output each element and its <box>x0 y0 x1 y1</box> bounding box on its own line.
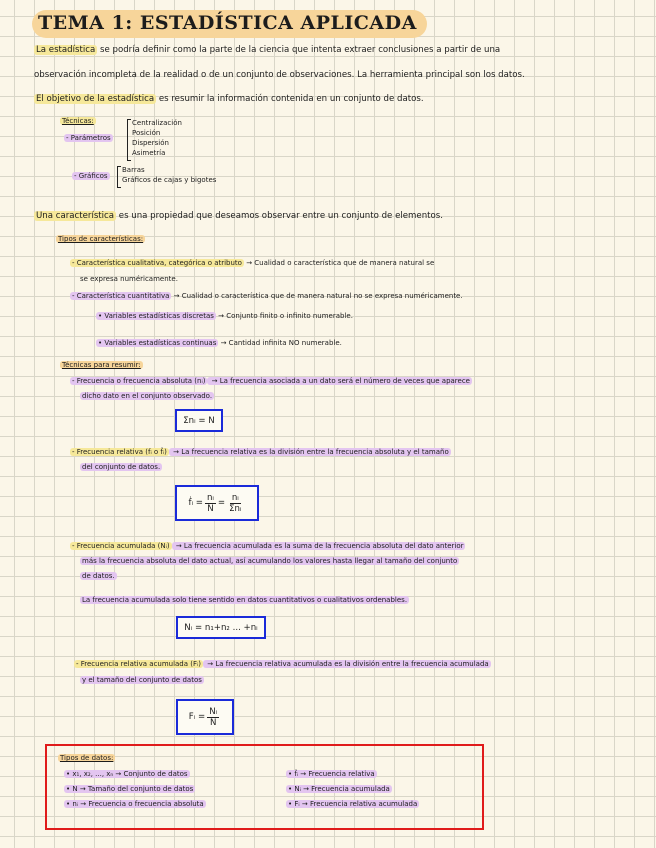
intro-line-1-text: se podría definir como la parte de la ciencia que intenta extraer conclusiones a partir de una <box>97 45 501 55</box>
caracteristica-def: Una característica es una propiedad que deseamos observar entre un conjunto de elementos. <box>36 211 443 221</box>
frecuencia-absoluta-line-2: dicho dato en el conjunto observado. <box>82 392 213 400</box>
frecuencia-relativa-line-2: del conjunto de datos. <box>82 463 161 471</box>
formula-relativa-lhs: ḟᵢ = <box>188 498 203 508</box>
tecnicas-label: Técnicas: <box>62 117 94 125</box>
formula-relativa-acumulada-lhs: Fᵢ = <box>188 712 206 722</box>
cualitativa-line-2: se expresa numéricamente. <box>80 275 178 283</box>
fraction-1: $\frac{\text{nᵢ}}{N}$ <box>206 492 214 514</box>
graficos-label: - Gráficos <box>74 172 108 180</box>
frecuencia-relativa-acumulada-line: - Frecuencia relativa acumulada (Fᵢ) → La frecuencia relativa acumulada es la división entre la frecuencia acumulada <box>76 660 489 668</box>
intro-line-1 <box>34 45 500 56</box>
parametros-item-4: Asimetría <box>132 149 166 157</box>
discretas-line: • Variables estadísticas discretas → Conjunto finito o infinito numerable. <box>98 312 353 320</box>
tipo-dato-left-3: • nᵢ → Frecuencia o frecuencia absoluta <box>66 800 204 808</box>
parametros-brace <box>127 119 131 161</box>
frecuencia-relativa-acumulada-line-2: y el tamaño del conjunto de datos <box>82 676 202 684</box>
tipo-dato-left-1: • x₁, x₂, ..., xₙ → Conjunto de datos <box>66 770 188 778</box>
frecuencia-acumulada-line-3: de datos. <box>82 572 115 580</box>
intro-highlight: La estadística <box>36 45 96 55</box>
tipo-dato-left-2: • N → Tamaño del conjunto de datos <box>66 785 194 793</box>
tipo-dato-right-2: • Nᵢ → Frecuencia acumulada <box>288 785 390 793</box>
frecuencia-acumulada-line-4: La frecuencia acumulada solo tiene sentido en datos cuantitativos o cualitativos ordenables. <box>82 596 408 604</box>
cualitativa-line: - Característica cualitativa, categórica o atributo → Cualidad o característica que de manera natural se <box>72 259 435 267</box>
resumir-label: Técnicas para resumir: <box>62 361 141 369</box>
formula-relativa-eq: = <box>217 498 226 508</box>
parametros-item-1: Centralización <box>132 119 182 127</box>
formula-absoluta: Σnᵢ = N <box>175 409 223 432</box>
frecuencia-relativa-line: - Frecuencia relativa (fᵢ o ḟᵢ) → La frecuencia relativa es la división entre la frecuencia absoluta y el tamaño <box>72 448 449 456</box>
tipo-dato-right-1: • ḟᵢ → Frecuencia relativa <box>288 770 375 778</box>
fraction-2: $\frac{\text{nᵢ}}{\text{Σnᵢ}}$ <box>229 492 242 514</box>
page-title: TEMA 1: ESTADÍSTICA APLICADA <box>32 10 427 38</box>
frecuencia-acumulada-line: - Frecuencia acumulada (Nᵢ) → La frecuencia acumulada es la suma de la frecuencia absoluta del dato anterior <box>72 542 464 550</box>
cuantitativa-line: - Característica cuantitativa → Cualidad o característica que de manera natural no se expresa numéricamente. <box>72 292 463 300</box>
parametros-item-3: Dispersión <box>132 139 169 147</box>
tipos-datos-label: Tipos de datos: <box>60 754 114 762</box>
graficos-brace <box>117 166 121 188</box>
tipos-caracteristicas-label: Tipos de características: <box>58 235 144 243</box>
graficos-item-2: Gráficos de cajas y bigotes <box>122 176 217 184</box>
formula-relativa-acumulada <box>176 699 234 735</box>
intro-line-3-text: es resumir la información contenida en un conjunto de datos. <box>156 94 424 104</box>
continuas-line: • Variables estadísticas continuas → Cantidad infinita NO numerable. <box>98 339 342 347</box>
fraction-3: $\frac{\text{Nᵢ}}{N}$ <box>209 706 218 728</box>
objetivo-highlight: El objetivo de la estadística <box>36 94 155 104</box>
tipo-dato-right-3: • Fᵢ → Frecuencia relativa acumulada <box>288 800 418 808</box>
formula-relativa <box>175 485 259 521</box>
formula-acumulada: Nᵢ = n₁+n₂ ... +nᵢ <box>176 616 266 639</box>
parametros-label: - Parámetros <box>66 134 111 142</box>
frecuencia-acumulada-line-2: más la frecuencia absoluta del dato actual, así acumulando los valores hasta llegar al tamaño del conjunto <box>82 557 458 565</box>
graficos-item-1: Barras <box>122 166 145 174</box>
intro-line-2: observación incompleta de la realidad o de un conjunto de observaciones. La herramienta principal son los datos. <box>34 70 525 80</box>
frecuencia-absoluta-line: - Frecuencia o frecuencia absoluta (nᵢ) → La frecuencia asociada a un dato será el número de veces que aparece <box>72 377 470 385</box>
intro-line-3 <box>34 94 424 105</box>
parametros-item-2: Posición <box>132 129 161 137</box>
